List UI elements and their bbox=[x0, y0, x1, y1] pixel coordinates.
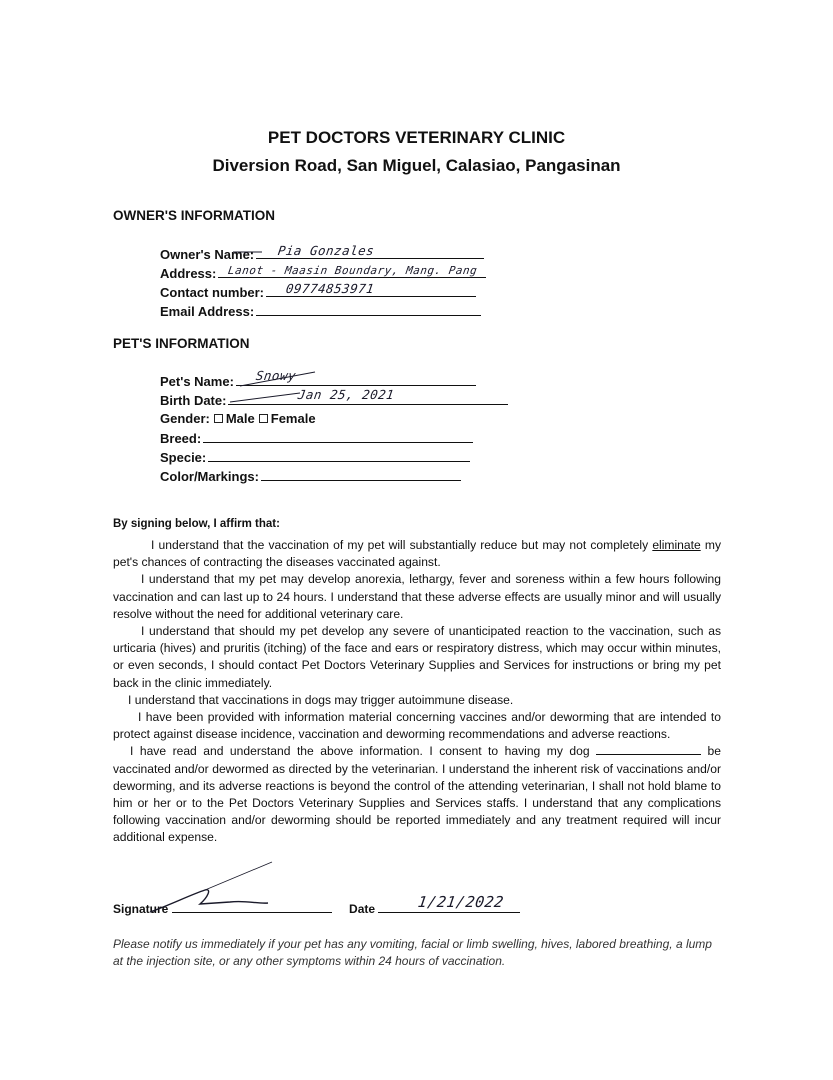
signature-label: Signature bbox=[113, 902, 169, 916]
clinic-address: Diversion Road, San Miguel, Calasiao, Pangasinan bbox=[212, 156, 621, 175]
birth-stroke bbox=[230, 393, 300, 402]
date-label: Date bbox=[349, 902, 376, 916]
contact-label: Contact number: bbox=[160, 285, 264, 300]
date-value: 1/21/2022 bbox=[417, 893, 506, 911]
birth-date-value: Jan 25, 2021 bbox=[297, 387, 396, 402]
signature-scribble bbox=[150, 890, 268, 912]
breed-label: Breed: bbox=[160, 431, 202, 446]
address-value: Lanot - Maasin Boundary, Mang. Pang bbox=[227, 264, 479, 277]
owner-name-value: Pia Gonzales bbox=[277, 243, 376, 258]
p6-text-a: I have read and understand the above information. I consent to having my dog bbox=[130, 744, 597, 759]
consent-paragraph-5: I have been provided with information material concerning vaccines and/or deworming that are intended to protect against disease incidence, vaccination and deworming recommendations and adverse reactions. bbox=[113, 710, 721, 742]
clinic-name: PET DOCTORS VETERINARY CLINIC bbox=[267, 128, 566, 147]
notify-note: Please notify us immediately if your pet has any vomiting, facial or limb swelling, hives, labored breathing, a lump at the injection site, or any other symptoms within 24 hours of vaccination. bbox=[113, 937, 712, 968]
p1-text-b: my pet's chances of contracting the diseases vaccinated against. bbox=[113, 538, 721, 570]
p6-text-b: be vaccinated and/or dewormed as directed by the veterinarian. I understand the inherent risk of vaccinations and/or deworming, and its adverse reactions is beyond the control of the attending veterinarian, I shall not hold blame to him or her or to the Pet Doctors Veterinary Supplies and Services staffs. I understand that any complications following vaccination and/or deworming should be reported immediately and any treatment required will incur additional expense. bbox=[113, 744, 722, 845]
p1-underlined: eliminate bbox=[652, 538, 701, 552]
pet-section-title: PET'S INFORMATION bbox=[113, 336, 250, 351]
contact-value: 09774853971 bbox=[284, 281, 376, 296]
female-label: Female bbox=[270, 411, 316, 426]
pet-name-label: Pet's Name: bbox=[160, 374, 234, 389]
consent-paragraph-3: I understand that should my pet develop any severe of unanticipated reaction to the vaccination, such as urticaria (hives) and pruritis (itching) of the face and ears or respiratory distress, which may occur within minutes, or even seconds, I should contact Pet Doctors Veterinary Supplies and Services for instructions or bring my pet back in the clinic immediately. bbox=[113, 624, 721, 690]
birth-date-label: Birth Date: bbox=[160, 393, 227, 408]
owner-name-label: Owner's Name: bbox=[160, 247, 255, 262]
petname-stroke bbox=[240, 372, 315, 386]
pet-name-value: Snowy bbox=[254, 368, 298, 383]
address-label: Address: bbox=[160, 266, 217, 281]
owner-section-title: OWNER'S INFORMATION bbox=[113, 208, 275, 223]
email-label: Email Address: bbox=[160, 304, 255, 319]
color-markings-label: Color/Markings: bbox=[160, 469, 259, 484]
gender-label: Gender: bbox=[160, 411, 210, 426]
p1-text-a: I understand that the vaccination of my pet will substantially reduce but may not completely bbox=[151, 538, 653, 552]
consent-paragraph-2: I understand that my pet may develop anorexia, lethargy, fever and soreness within a few hours following vaccination and can last up to 24 hours. I understand that these adverse effects are usually minor and will usually resolve without the need for additional veterinary care. bbox=[113, 572, 721, 621]
affirm-heading: By signing below, I affirm that: bbox=[113, 518, 280, 530]
male-label: Male bbox=[225, 411, 255, 426]
signature-tail bbox=[205, 862, 272, 890]
consent-paragraph-4: I understand that vaccinations in dogs may trigger autoimmune disease. bbox=[128, 692, 514, 707]
specie-label: Specie: bbox=[160, 450, 207, 465]
